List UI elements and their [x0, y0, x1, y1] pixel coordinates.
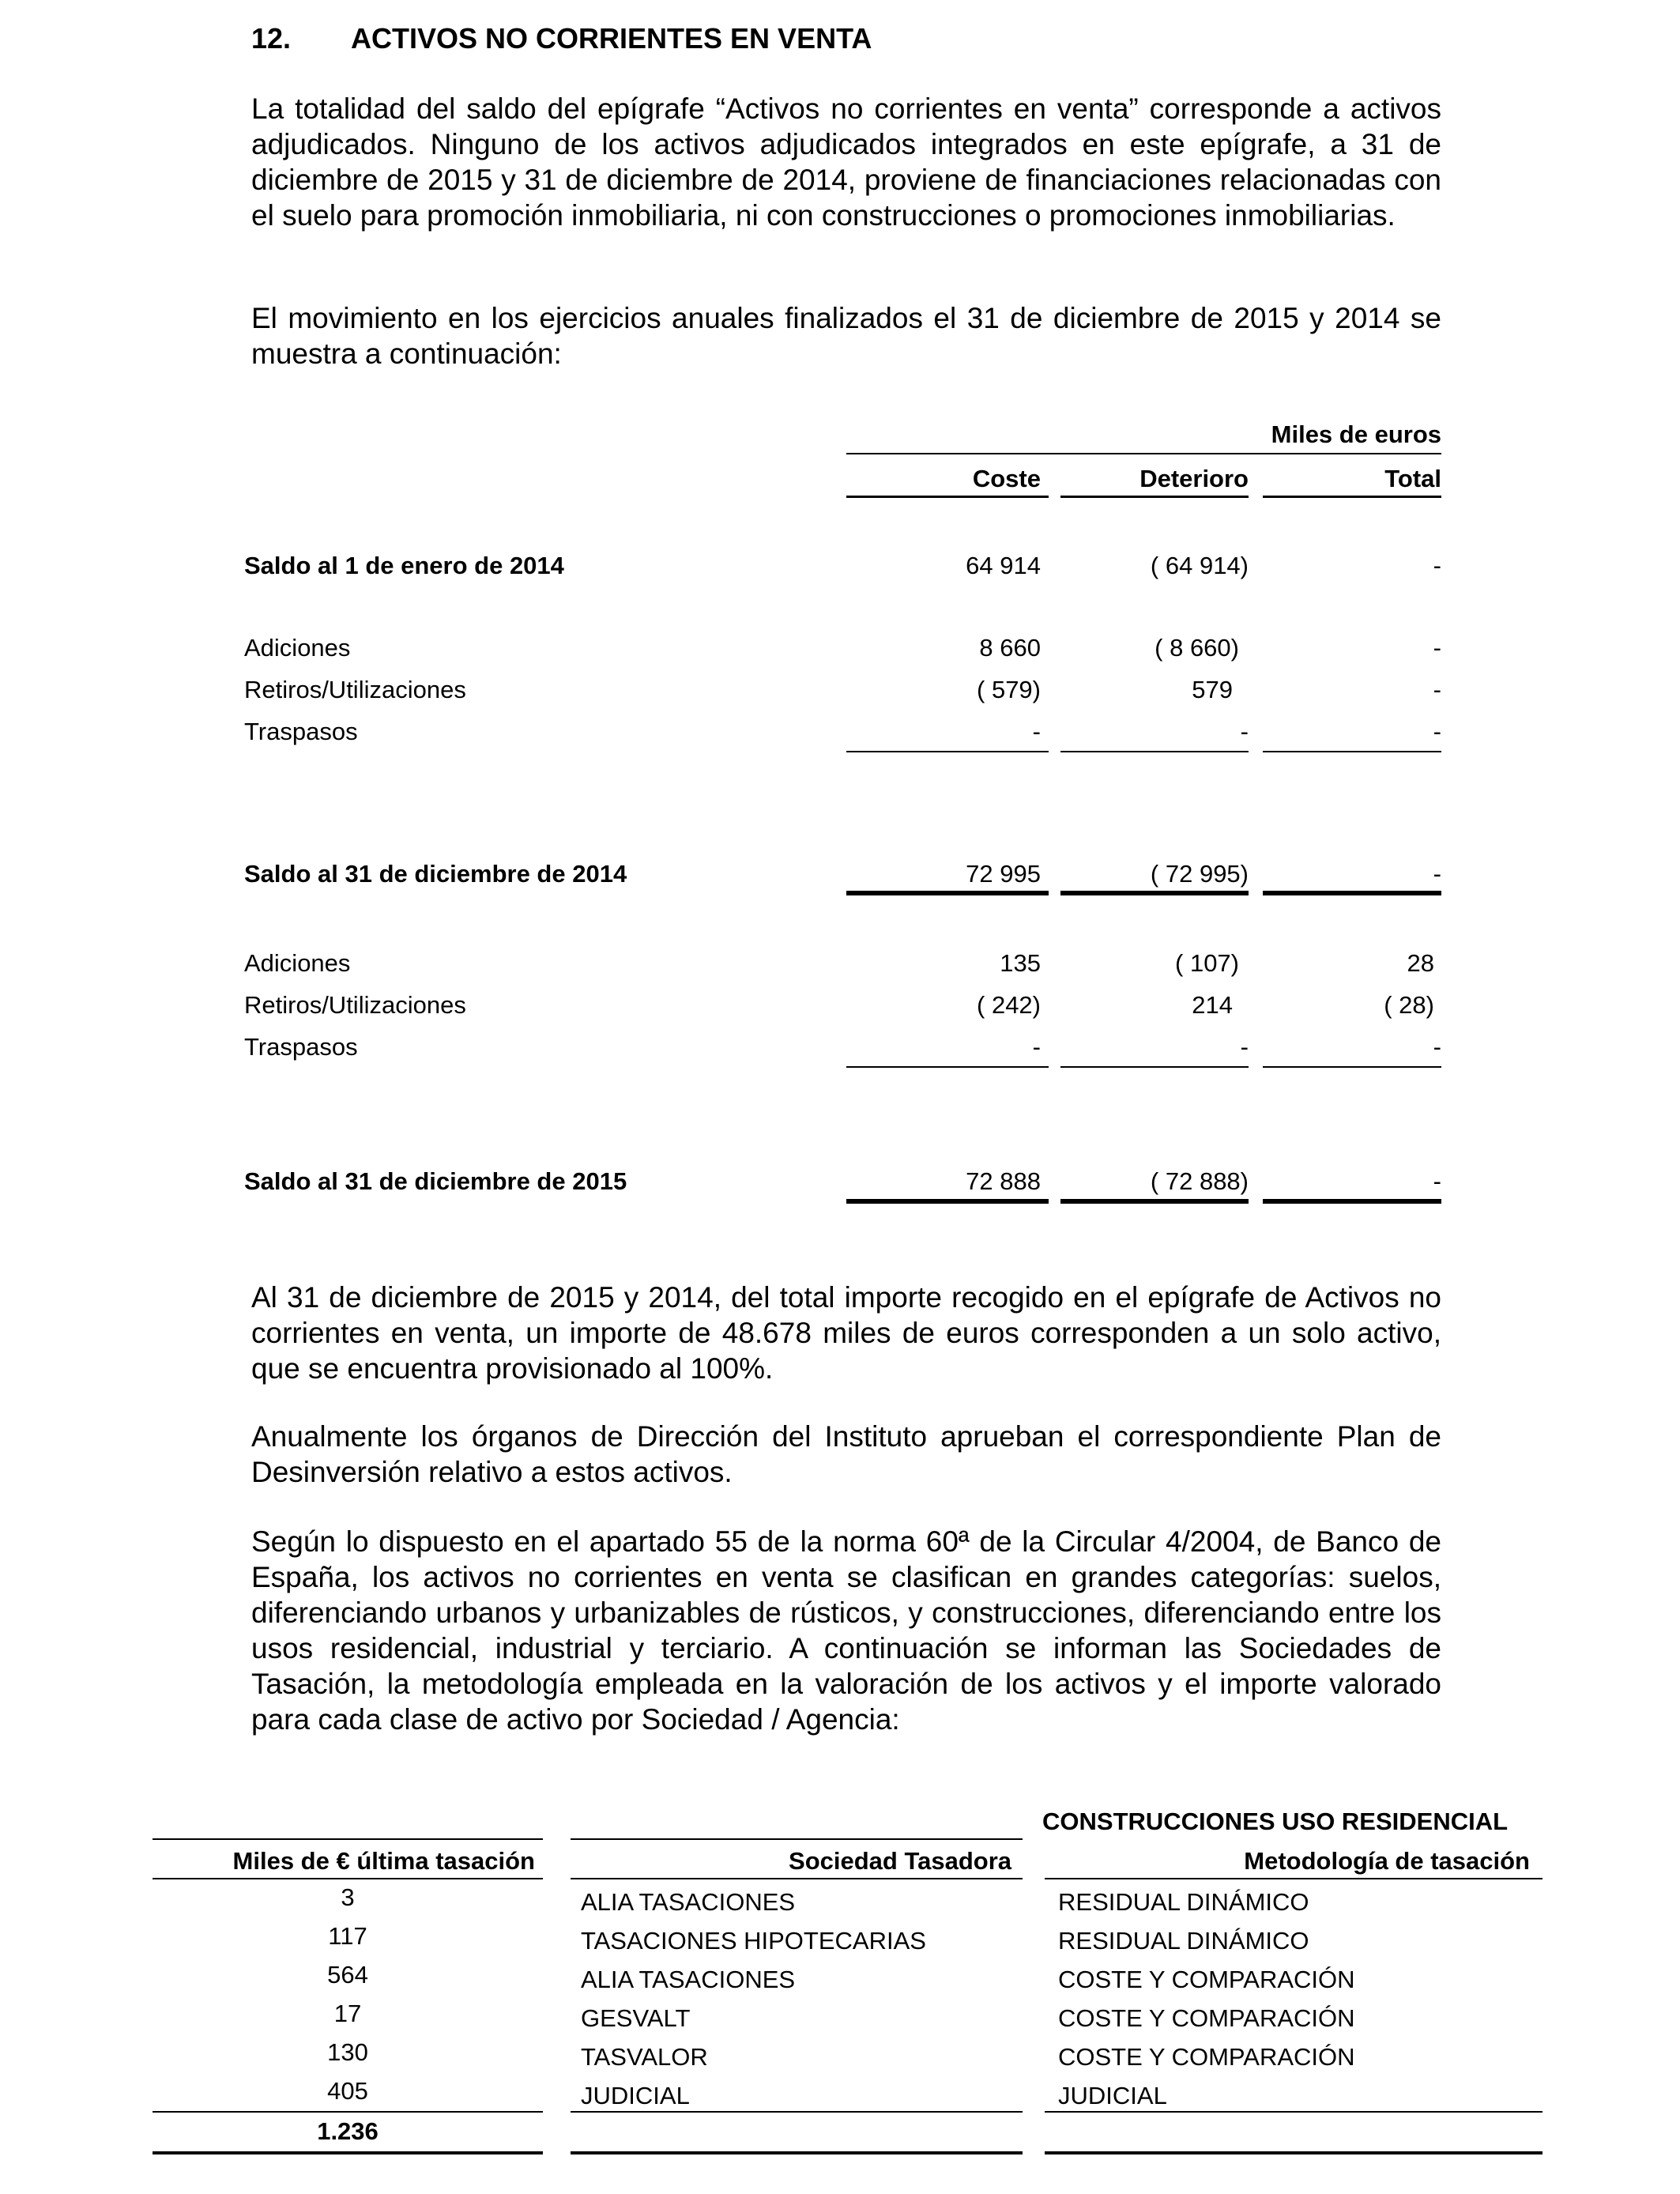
header-rule-sociedad	[571, 1878, 1023, 1879]
unit-header-rule	[846, 453, 1441, 454]
balance-rule-total	[1263, 891, 1441, 895]
valuation-sociedad: JUDICIAL	[581, 2082, 690, 2109]
cell-deterioro: 579	[1192, 676, 1233, 703]
cell-coste: 72 995	[966, 860, 1041, 888]
cell-deterioro: ( 8 660)	[1155, 634, 1239, 662]
valuation-metodo: RESIDUAL DINÁMICO	[1058, 1927, 1309, 1955]
cell-total: 28	[1407, 949, 1434, 977]
cell-total: -	[1433, 1167, 1441, 1195]
cell-coste: 135	[1000, 949, 1041, 977]
row-label: Traspasos	[244, 1033, 358, 1061]
cell-coste: ( 242)	[977, 991, 1041, 1019]
bottom-rule-metodo	[1045, 2151, 1543, 2154]
row-label: Retiros/Utilizaciones	[244, 991, 466, 1019]
balance-rule-deterioro	[1060, 1199, 1249, 1204]
col-header-metodo: Metodología de tasación	[1244, 1847, 1530, 1875]
cell-deterioro: 214	[1192, 991, 1233, 1019]
top-rule-sociedad	[571, 1838, 1023, 1840]
header-rule-metodo	[1045, 1878, 1543, 1879]
row-label: Retiros/Utilizaciones	[244, 676, 466, 703]
paragraph-5: Según lo dispuesto en el apartado 55 de la norma 60ª de la Circular 4/2004, de Banco de España, los activos no corrientes en venta se clasifican en grandes categorías: suelos, diferenciando urbanos y urbanizables de rústicos, y construcciones, diferenciando entre los usos residencial, industrial y terciario. A continuación se informan las Sociedades de Tasación, la metodología empleada en la valoración de los activos y el importe valorado para cada clase de activo por Sociedad / Agencia:	[251, 1525, 1441, 1736]
cell-deterioro: ( 72 995)	[1150, 860, 1249, 888]
total-rule-value	[153, 2111, 543, 2113]
col-header-coste: Coste	[972, 465, 1041, 492]
cell-deterioro: -	[1240, 718, 1249, 745]
unit-header: Miles de euros	[1271, 420, 1441, 448]
cell-coste: -	[1032, 1033, 1041, 1061]
cell-total: -	[1433, 1033, 1441, 1061]
cell-coste: ( 579)	[977, 676, 1041, 703]
row-label: Adiciones	[244, 949, 351, 977]
valuation-metodo: COSTE Y COMPARACIÓN	[1058, 2004, 1355, 2032]
cell-deterioro: -	[1240, 1033, 1249, 1061]
row-label: Traspasos	[244, 718, 358, 745]
paragraph-2: El movimiento en los ejercicios anuales finalizados el 31 de diciembre de 2015 y 2014 se muestra a continuación:	[251, 302, 1441, 370]
subtotal-rule-deterioro	[1060, 1066, 1249, 1068]
section-title: ACTIVOS NO CORRIENTES EN VENTA	[351, 22, 872, 55]
subtotal-rule-coste	[846, 751, 1049, 752]
row-label: Saldo al 31 de diciembre de 2014	[244, 860, 627, 888]
valuation-value: 17	[333, 2000, 362, 2027]
subtotal-rule-total	[1263, 1066, 1441, 1068]
cell-deterioro: ( 72 888)	[1150, 1167, 1249, 1195]
valuation-sociedad: ALIA TASACIONES	[581, 1966, 796, 1993]
paragraph-4: Anualmente los órganos de Dirección del Instituto aprueban el correspondiente Plan de Desinversión relativo a estos activos.	[251, 1420, 1441, 1488]
cell-coste: 72 888	[966, 1167, 1041, 1195]
valuation-sociedad: TASACIONES HIPOTECARIAS	[581, 1927, 926, 1955]
header-rule-value	[153, 1878, 543, 1879]
balance-rule-total	[1263, 1199, 1441, 1204]
balance-rule-deterioro	[1060, 891, 1249, 895]
valuation-value: 130	[327, 2038, 368, 2066]
valuation-metodo: RESIDUAL DINÁMICO	[1058, 1888, 1309, 1916]
paragraph-3: Al 31 de diciembre de 2015 y 2014, del total importe recogido en el epígrafe de Activos no corrientes en venta, un importe de 48.678 miles de euros corresponden a un solo activo, que se encuentra provisionado al 100%.	[251, 1281, 1441, 1385]
total-rule-metodo	[1045, 2111, 1543, 2113]
header-rule-coste	[846, 496, 1049, 498]
valuation-sociedad: TASVALOR	[581, 2043, 708, 2071]
cell-deterioro: ( 64 914)	[1150, 552, 1249, 579]
total-rule-sociedad	[571, 2111, 1023, 2113]
col-header-value: Miles de € última tasación	[232, 1847, 535, 1875]
top-rule-value	[153, 1838, 543, 1840]
col-header-sociedad: Sociedad Tasadora	[789, 1847, 1011, 1875]
cell-total: -	[1433, 860, 1441, 888]
valuation-metodo: COSTE Y COMPARACIÓN	[1058, 1966, 1355, 1993]
valuation-sociedad: GESVALT	[581, 2004, 691, 2032]
cell-deterioro: ( 107)	[1175, 949, 1239, 977]
subtotal-rule-total	[1263, 751, 1441, 752]
header-rule-total	[1263, 496, 1441, 498]
balance-rule-coste	[846, 1199, 1049, 1204]
valuation-value: 405	[327, 2077, 368, 2105]
cell-total: -	[1433, 676, 1441, 703]
col-header-deterioro: Deterioro	[1139, 465, 1249, 492]
category-header: CONSTRUCCIONES USO RESIDENCIAL	[1042, 1808, 1509, 1835]
cell-total: -	[1433, 718, 1441, 745]
subtotal-rule-coste	[846, 1066, 1049, 1068]
valuation-value: 117	[328, 1922, 367, 1950]
section-number: 12.	[251, 22, 292, 55]
header-rule-deterioro	[1060, 496, 1249, 498]
cell-coste: 64 914	[966, 552, 1041, 579]
valuation-sociedad: ALIA TASACIONES	[581, 1888, 796, 1916]
bottom-rule-sociedad	[571, 2151, 1023, 2154]
valuation-value: 3	[341, 1883, 355, 1911]
col-header-total: Total	[1384, 465, 1441, 492]
cell-coste: 8 660	[979, 634, 1041, 662]
cell-total: ( 28)	[1384, 991, 1434, 1019]
valuation-total: 1.236	[317, 2117, 379, 2145]
row-label: Adiciones	[244, 634, 351, 662]
paragraph-1: La totalidad del saldo del epígrafe “Activos no corrientes en venta” corresponde a activos adjudicados. Ninguno de los activos adjudicados integrados en este epígrafe, a 31 de diciembre de 2015 y 31 de diciembre de 2014, proviene de financiaciones relacionadas con el suelo para promoción inmobiliaria, ni con construcciones o promociones inmobiliarias.	[251, 92, 1441, 232]
row-label: Saldo al 1 de enero de 2014	[244, 552, 564, 579]
valuation-value: 564	[327, 1961, 368, 1989]
subtotal-rule-deterioro	[1060, 751, 1249, 752]
balance-rule-coste	[846, 891, 1049, 895]
row-label: Saldo al 31 de diciembre de 2015	[244, 1167, 627, 1195]
valuation-metodo: JUDICIAL	[1058, 2082, 1167, 2109]
bottom-rule-value	[153, 2151, 543, 2154]
cell-total: -	[1433, 634, 1441, 662]
cell-coste: -	[1032, 718, 1041, 745]
valuation-metodo: COSTE Y COMPARACIÓN	[1058, 2043, 1355, 2071]
cell-total: -	[1433, 552, 1441, 579]
